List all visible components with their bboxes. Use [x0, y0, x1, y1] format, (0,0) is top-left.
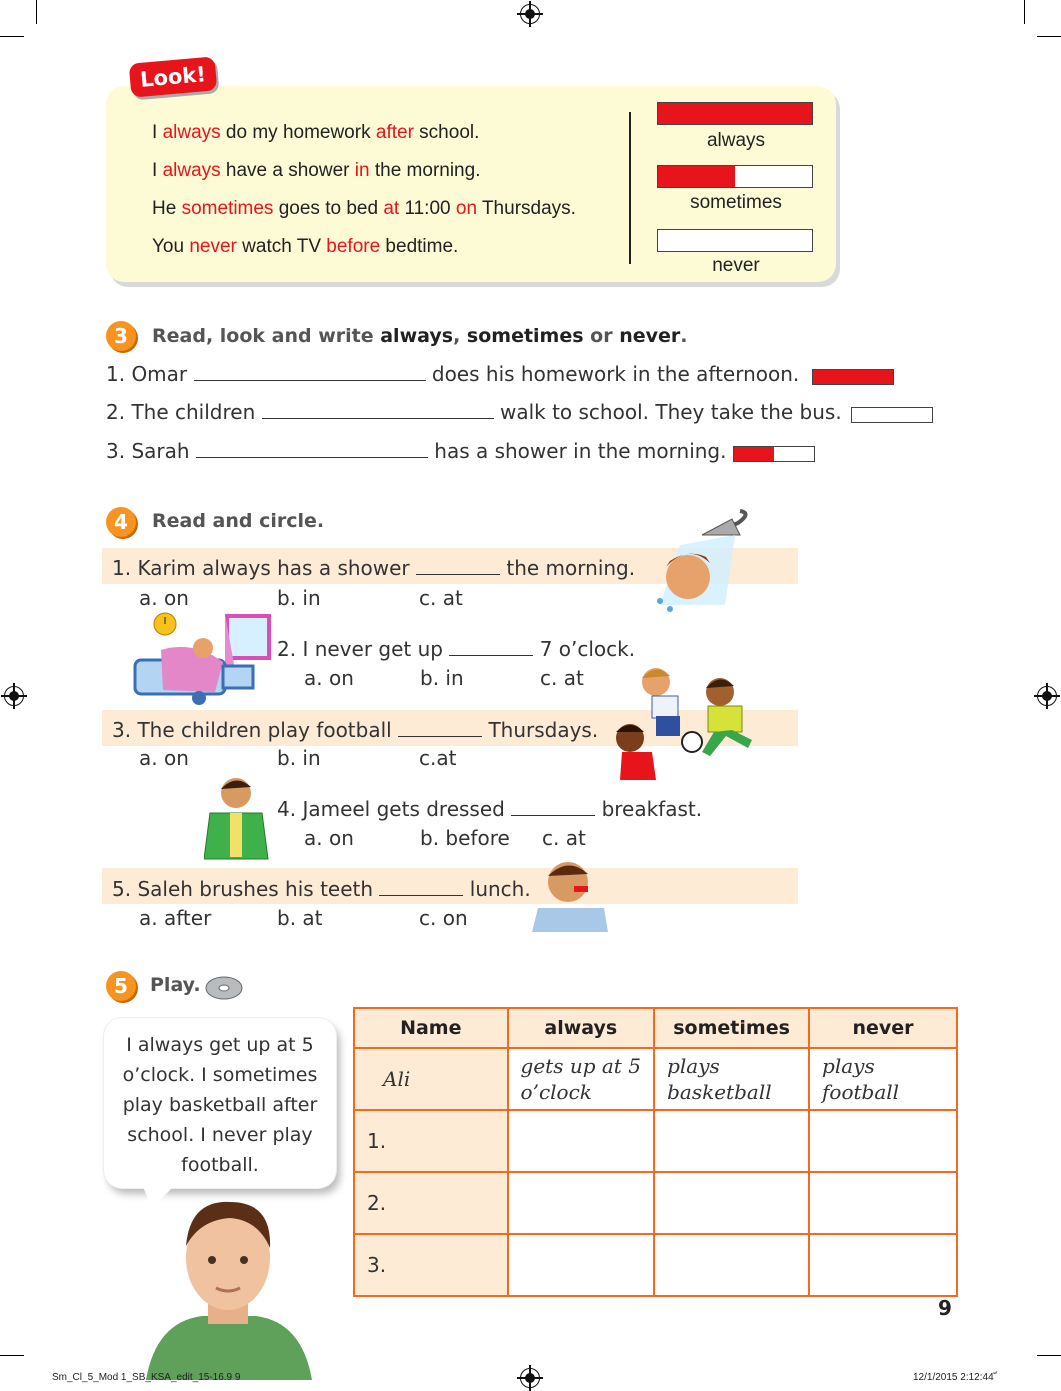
survey-table: [353, 1007, 958, 1297]
look-sentence: [152, 160, 480, 182]
question-1: 1. Karim always has a shower the morning.: [112, 556, 636, 580]
highlighted-word: before: [326, 236, 381, 257]
header-never: never: [809, 1008, 957, 1048]
exercise-3-item: 3. Sarah has a shower in the morning.: [106, 439, 727, 463]
sentence-text: school.: [413, 122, 480, 143]
jameel-illustration: [204, 773, 274, 861]
table-cell[interactable]: [508, 1172, 655, 1234]
look-sentence: [152, 198, 576, 220]
highlighted-word: after: [375, 122, 414, 143]
question-3: 3. The children play football Thursdays.: [112, 718, 599, 742]
sentence-text: do my homework: [220, 122, 376, 143]
sentence-text: You: [152, 236, 190, 257]
row-label: 2.: [354, 1172, 508, 1234]
look-tag: Look!: [129, 56, 218, 97]
option[interactable]: a. on: [139, 586, 189, 610]
row-label: 3.: [354, 1234, 508, 1296]
table-cell[interactable]: [809, 1110, 957, 1172]
example-always: gets up at 5 o’clock: [508, 1048, 655, 1110]
exercise-3-item: 2. The children walk to school. They take the bus.: [106, 400, 842, 424]
question-4: 4. Jameel gets dressed breakfast.: [277, 797, 703, 821]
answer-blank[interactable]: [196, 457, 428, 458]
table-cell[interactable]: [508, 1110, 655, 1172]
option[interactable]: c. at: [540, 666, 584, 690]
highlighted-word: at: [383, 198, 400, 219]
frequency-bar: [812, 369, 894, 385]
legend-label: always: [706, 130, 766, 151]
exercise-3-item: 1. Omar does his homework in the afternoon.: [106, 362, 800, 386]
registration-mark-icon: [520, 4, 540, 24]
sentence-text: have a shower: [220, 160, 355, 181]
header-always: always: [508, 1008, 655, 1048]
crop-mark: [1037, 36, 1061, 37]
highlighted-word: sometimes: [181, 198, 274, 219]
option[interactable]: c.at: [419, 746, 457, 770]
saleh-illustration: [528, 856, 610, 932]
highlighted-word: on: [455, 198, 478, 219]
table-cell[interactable]: [654, 1110, 809, 1172]
answer-blank[interactable]: [262, 418, 494, 419]
exercise-5-title: Play.: [150, 974, 201, 996]
question-2: 2. I never get up 7 o’clock.: [277, 637, 636, 661]
question-5: 5. Saleh brushes his teeth lunch.: [112, 877, 531, 901]
look-sentence: [152, 236, 458, 258]
football-illustration: [608, 660, 774, 786]
option[interactable]: a. on: [304, 826, 354, 850]
legend-bar-0: [657, 102, 813, 125]
crop-mark: [0, 1355, 24, 1356]
option[interactable]: c. at: [419, 586, 463, 610]
registration-mark-icon: [520, 1368, 540, 1388]
look-divider: [629, 112, 631, 264]
option[interactable]: b. in: [277, 586, 321, 610]
example-sometimes: plays basketball: [654, 1048, 809, 1110]
option[interactable]: b. in: [420, 666, 464, 690]
option[interactable]: a. after: [139, 906, 212, 930]
highlighted-word: never: [189, 236, 237, 257]
option[interactable]: b. in: [277, 746, 321, 770]
highlighted-word: always: [162, 122, 221, 143]
table-cell[interactable]: [809, 1234, 957, 1296]
page-number: 9: [938, 1296, 952, 1320]
highlighted-word: always: [162, 160, 221, 181]
shower-illustration: [640, 505, 760, 617]
sentence-text: I: [152, 122, 163, 143]
exercise-5-number: 5: [106, 971, 136, 1001]
frequency-bar: [733, 446, 815, 462]
option[interactable]: b. at: [277, 906, 323, 930]
look-sentence: [152, 122, 479, 144]
sentence-text: I: [152, 160, 163, 181]
legend-bar-2: [657, 229, 813, 252]
answer-blank[interactable]: [194, 380, 426, 381]
table-cell[interactable]: [508, 1234, 655, 1296]
registration-mark-icon: [4, 686, 24, 706]
crop-mark: [1024, 0, 1025, 24]
bedroom-illustration: [133, 610, 275, 706]
exercise-3-title: Read, look and write always, sometimes or never.: [152, 325, 688, 347]
exercise-3-number: 3: [106, 321, 136, 351]
table-cell[interactable]: [654, 1234, 809, 1296]
option[interactable]: a. on: [304, 666, 354, 690]
frequency-bar: [851, 407, 933, 423]
cd-audio-icon[interactable]: [204, 972, 244, 1002]
option[interactable]: b. before: [420, 826, 510, 850]
example-never: plays football: [809, 1048, 957, 1110]
speech-bubble-text: I always get up at 5 o’clock. I sometimes play basketball after school. I never play football.: [122, 1034, 318, 1176]
sentence-text: watch TV: [236, 236, 327, 257]
registration-mark-icon: [1037, 686, 1057, 706]
sentence-text: bedtime.: [380, 236, 459, 257]
option[interactable]: a. on: [139, 746, 189, 770]
sentence-text: the morning.: [369, 160, 481, 181]
sentence-text: goes to bed: [273, 198, 384, 219]
sentence-text: 11:00: [399, 198, 456, 219]
crop-mark: [0, 36, 24, 37]
legend-label: sometimes: [690, 192, 782, 213]
exercise-4-number: 4: [106, 507, 136, 537]
option[interactable]: c. at: [542, 826, 586, 850]
row-label: 1.: [354, 1110, 508, 1172]
boy-photo: [146, 1196, 312, 1380]
exercise-4-title: Read and circle.: [152, 510, 325, 532]
header-sometimes: sometimes: [654, 1008, 809, 1048]
crop-mark: [1037, 1355, 1061, 1356]
sentence-text: Thursdays.: [477, 198, 576, 219]
table-cell[interactable]: [654, 1172, 809, 1234]
option[interactable]: c. on: [419, 906, 468, 930]
crop-mark: [36, 0, 37, 24]
example-name: Ali: [354, 1048, 508, 1110]
legend-label: never: [712, 255, 760, 276]
header-name: Name: [354, 1008, 508, 1048]
table-cell[interactable]: [809, 1172, 957, 1234]
footer-timestamp: 12/1/2015 2:12:44 ّ: [913, 1372, 997, 1383]
sentence-text: He: [152, 198, 182, 219]
footer-file: Sm_Cl_5_Mod 1_SB_KSA_edit_15-16.9 9: [52, 1372, 241, 1383]
legend-bar-1: [657, 165, 813, 188]
highlighted-word: in: [354, 160, 370, 181]
